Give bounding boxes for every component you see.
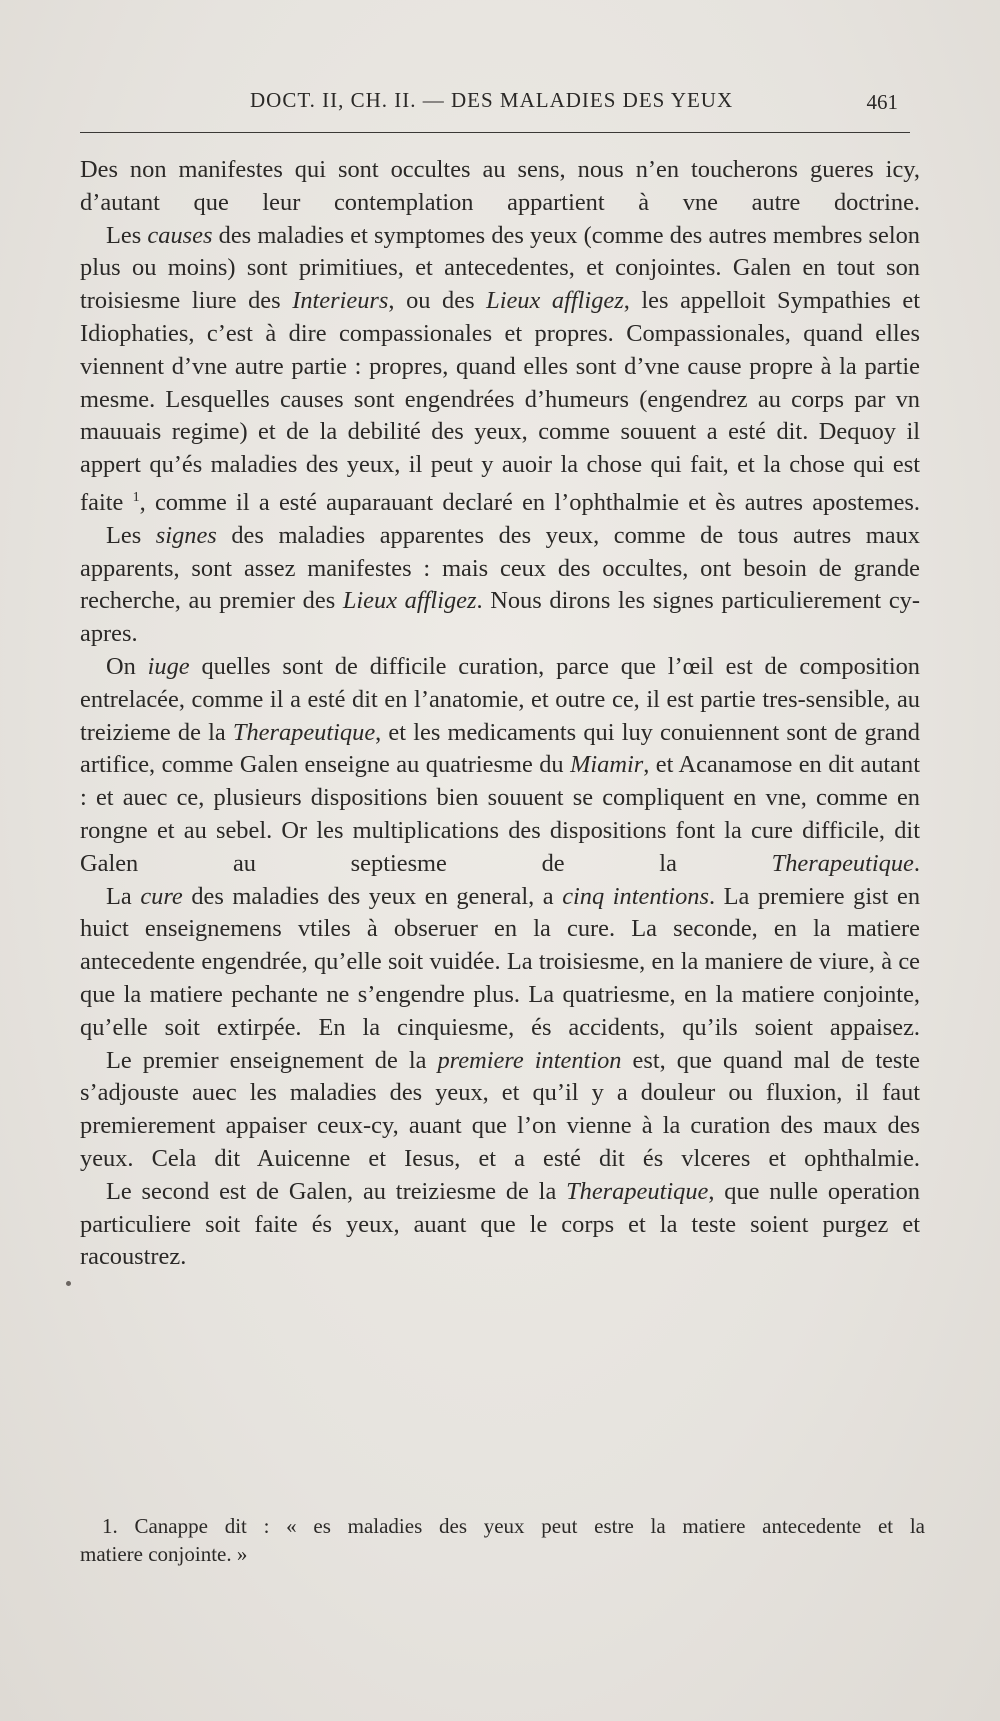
footnote (80, 1512, 925, 1568)
italic-term: cinq intentions (562, 882, 709, 910)
italic-term: Lieux affligez (342, 587, 477, 615)
text-run: La (106, 882, 141, 910)
paragraph (80, 520, 920, 651)
text-run: des maladies des yeux en general, a (182, 882, 563, 910)
text-run: . La premiere gist en huict enseignemens vtiles à obseruer en la cure. La seconde, en la matiere antecedente engendrée, qu’elle soit vuidée. La troisiesme, en la maniere de viure, à ce que la matiere pechante ne s’engendre plus. La quatriesme, en la matiere conjointe, qu’elle soit extirpée. En la cinquiesme, és accidents, qu’ils soient appaisez. (80, 882, 921, 1041)
page-number: 461 (866, 90, 898, 114)
text-run: , les appelloit Sympathies et Idiophaties, c’est à dire compassionales et propres. Compassionales, quand elles viennent d’vne autre partie : propres, quand elles sont d’vne cause propre à la partie mesme. Lesquelles causes sont engendrées d’humeurs (engendrez au corps par vn mauuais regime) et de la debilité des yeux, comme souuent a esté dit. Dequoy il appert qu’és maladies des yeux, il peut y auoir la chose qui fait, et la chose qui est faite (80, 287, 920, 517)
text-run: . (913, 849, 920, 877)
text-run: Des non manifestes qui sont occultes au sens, nous n’en toucherons gueres icy, d’autant que leur contemplation appartient à vne autre doctrine. (80, 156, 920, 216)
paragraph (80, 651, 920, 881)
page-header (80, 88, 900, 118)
text-run: , et les medicaments qui luy conuiennent sont de grand artifice, comme Galen enseigne au quatriesme du (80, 718, 920, 779)
italic-term: causes (147, 221, 213, 249)
text-run: On (106, 653, 148, 681)
italic-term: signes (155, 521, 217, 549)
margin-mark (66, 1281, 71, 1286)
main-text (80, 154, 920, 1274)
paragraph (80, 881, 920, 1045)
text-run: est, que quand mal de teste s’adjouste auec les maladies des yeux, et qu’il y a douleur ou fluxion, il faut premierement appaiser ceux-cy, auant que l’on vienne à la curation des maux des yeux. Cela dit Auicenne et Iesus, et a esté dit és vlceres et ophthalmie. (80, 1046, 921, 1173)
paragraph (80, 220, 920, 520)
footnote-line: matiere conjointe. » (80, 1542, 248, 1566)
italic-term: iuge (147, 653, 190, 681)
paragraph (80, 154, 920, 220)
text-run: Le second est de Galen, au treiziesme de la (106, 1177, 567, 1205)
text-run: , comme il a esté auparauant declaré en l’ophthalmie et ès autres apostemes. (139, 489, 920, 517)
paragraph (80, 1176, 920, 1274)
footnote-ref: 1 (132, 489, 140, 505)
paragraph (80, 1045, 920, 1176)
italic-term: Therapeutique (232, 718, 376, 746)
italic-term: Miamir (570, 751, 644, 779)
header-rule (80, 132, 910, 133)
text-run: . Nous dirons les signes particulierement cy-apres. (80, 587, 920, 648)
text-run: des maladies et symptomes des yeux (comme des autres membres selon plus ou moins) sont primitiues, et antecedentes, et conjointes. Galen en tout son troisiesme liure des (80, 221, 920, 315)
text-run: Les (106, 521, 156, 549)
text-run: quelles sont de difficile curation, parce que l’œil est de composition entrelacée, comme il a esté dit en l’anatomie, et outre ce, il est partie tres-sensible, au treizieme de la (80, 653, 920, 746)
italic-term: Lieux affligez (486, 287, 624, 315)
italic-term: cure (140, 882, 183, 910)
text-run: , et Acanamose en dit autant : et auec ce, plusieurs dispositions bien souuent se compliquent en vne, comme en rongne et au sebel. Or les multiplications des dispositions font la cure difficile, dit Galen au septiesme de la (80, 751, 920, 877)
text-run: Les (106, 221, 148, 249)
text-run: , ou des (388, 287, 487, 315)
text-run: Le premier enseignement de la (106, 1046, 438, 1074)
italic-term: Therapeutique (771, 849, 914, 877)
footnote-line: 1. Canappe dit : « es maladies des yeux peut estre la matiere antecedente et la (102, 1514, 925, 1538)
italic-term: premiere intention (437, 1046, 622, 1074)
text-run: des maladies apparentes des yeux, comme de tous autres maux apparents, sont assez manifestes : mais ceux des occultes, ont besoin de grande recherche, au premier des (80, 521, 920, 615)
text-run: , que nulle operation particuliere soit faite és yeux, auant que le corps et la teste soient purgez et racoustrez. (80, 1177, 920, 1271)
italic-term: Therapeutique (566, 1177, 709, 1205)
italic-term: Interieurs (292, 287, 389, 315)
running-title: DOCT. II, CH. II. — DES MALADIES DES YEUX (250, 88, 734, 112)
